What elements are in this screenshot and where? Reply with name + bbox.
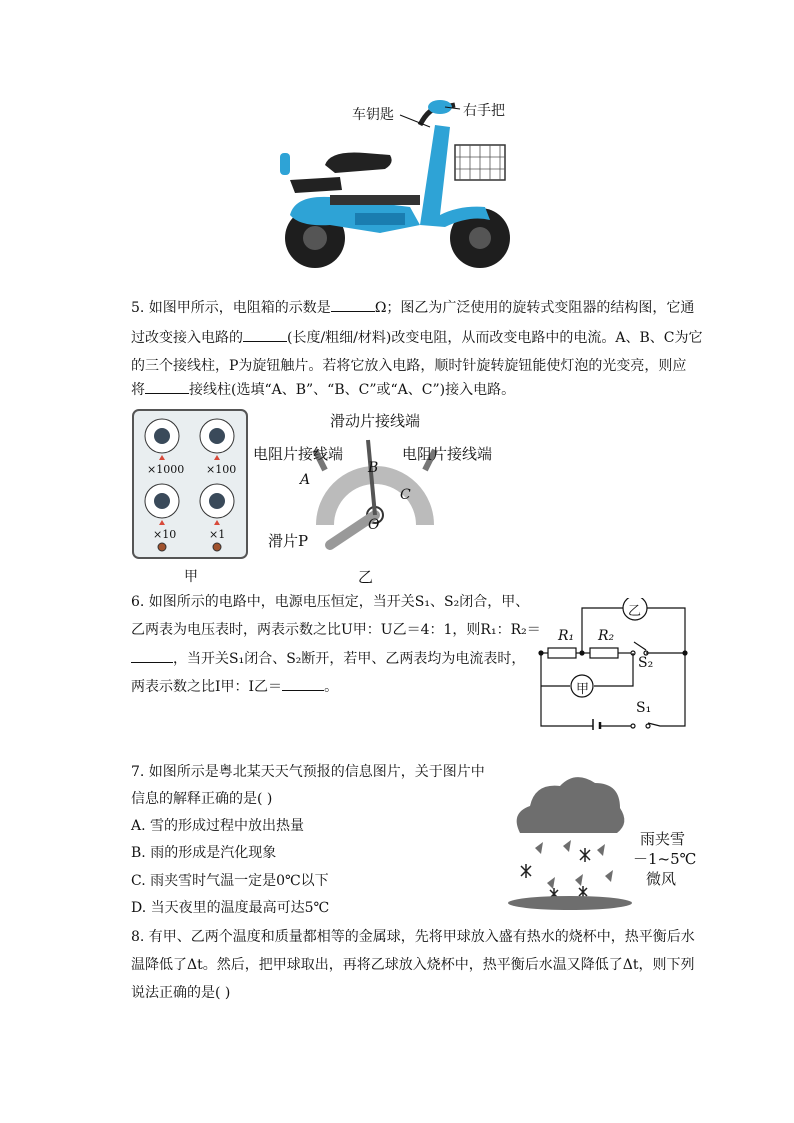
q7-option-c: C. 雨夹雪时气温一定是0℃以下: [131, 873, 329, 889]
circuit-r2: R₂: [598, 628, 615, 644]
circuit-s1: S₁: [636, 700, 652, 716]
q8-line3: 说法正确的是( ): [131, 985, 231, 1001]
q5-line4: 将 接线柱(选填“A、B”、“B、C”或“A、C”)接入电路。: [131, 379, 515, 400]
q6-line4: 两表示数之比I甲：I乙＝ 。: [131, 676, 338, 697]
resistor-terminal-left-label: 电阻片接线端: [253, 445, 344, 463]
q7-line2: 信息的解释正确的是( ): [131, 791, 273, 807]
weather-type: 雨夹雪: [640, 830, 686, 848]
term-b: B: [368, 460, 379, 476]
q8-line2: 温降低了Δt。然后，把甲球取出，再将乙球放入烧杯中，热平衡后水温又降低了Δt，则下列: [131, 957, 695, 973]
circuit-s2: S₂: [638, 655, 654, 671]
circuit-r1: R₁: [558, 628, 575, 644]
q5-line1: 5. 如图甲所示，电阻箱的示数是 Ω；图乙为广泛使用的旋转式变阻器的结构图，它通: [131, 297, 694, 318]
label-jia: 甲: [184, 569, 198, 585]
box-mult-1000: ×1000: [147, 463, 185, 476]
resistor-terminal-right-label: 电阻片接线端: [402, 445, 493, 463]
term-c: C: [400, 487, 411, 503]
label-yi: 乙: [358, 568, 374, 586]
q7-option-b: B. 雨的形成是汽化现象: [131, 845, 277, 861]
term-o: O: [368, 517, 380, 533]
q7-option-d: D. 当天夜里的温度最高可达5℃: [131, 900, 330, 916]
scooter-figure: [270, 95, 520, 275]
resistance-box-figure: [131, 408, 249, 560]
term-a: A: [300, 472, 311, 488]
slider-terminal-label: 滑动片接线端: [330, 412, 421, 430]
weather-temp: －1~5℃: [633, 850, 697, 868]
weather-icon: [505, 768, 635, 913]
box-mult-100: ×100: [206, 463, 237, 476]
scooter-handle-label: 右手把: [463, 103, 505, 119]
q5-line2: 过改变接入电路的 (长度/粗细/材料)改变电阻，从而改变电路中的电流。A、B、C为它: [131, 327, 702, 348]
circuit-m-jia: 甲: [576, 682, 590, 697]
box-mult-10: ×10: [153, 528, 177, 541]
scooter-key-label: 车钥匙: [352, 107, 394, 123]
q7-option-a: A. 雪的形成过程中放出热量: [131, 818, 305, 834]
q6-line2: 乙两表为电压表时，两表示数之比U甲：U乙＝4：1，则R₁：R₂＝: [131, 622, 541, 638]
q8-line1: 8. 有甲、乙两个温度和质量都相等的金属球，先将甲球放入盛有热水的烧杯中，热平衡后水: [131, 929, 695, 945]
q5-line3: 的三个接线柱，P为旋钮触片。若将它放入电路，顺时针旋转旋钮能使灯泡的光变亮，则应: [131, 358, 687, 374]
circuit-m-yi: 乙: [628, 604, 642, 619]
slider-p-label: 滑片P: [268, 532, 309, 550]
weather-wind: 微风: [646, 870, 677, 888]
box-mult-1: ×1: [209, 528, 226, 541]
q7-line1: 7. 如图所示是粤北某天天气预报的信息图片，关于图片中: [131, 764, 485, 780]
q6-line3: ，当开关S₁闭合、S₂断开，若甲、乙两表均为电流表时，: [131, 648, 525, 669]
q6-line1: 6. 如图所示的电路中，电源电压恒定，当开关S₁、S₂闭合，甲、: [131, 594, 530, 610]
circuit-figure: [538, 598, 688, 730]
